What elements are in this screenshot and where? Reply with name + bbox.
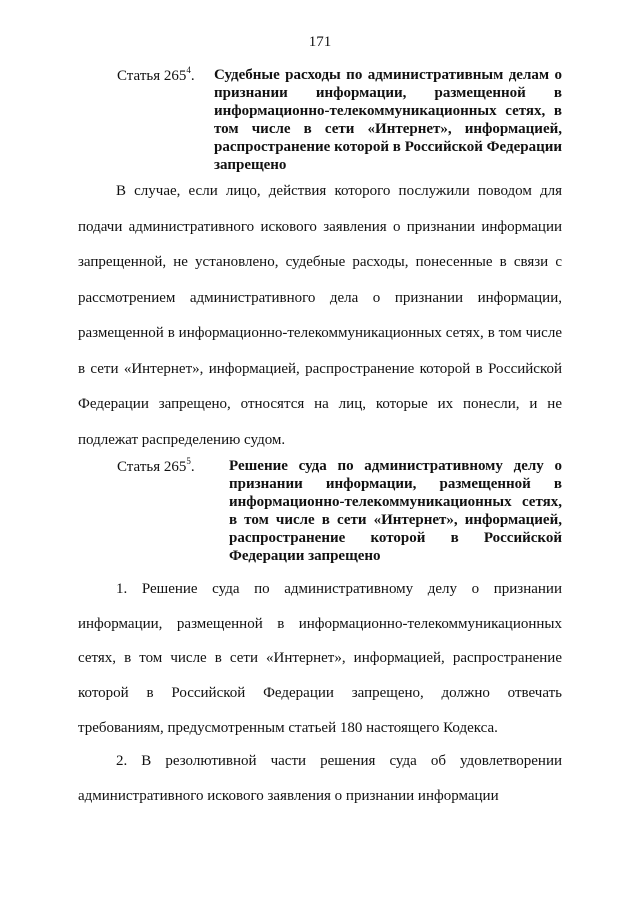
article-title: Судебные расходы по административным делам о признании информации, размещенной в информационно-телекоммуникационных сетях, в том числе в сети «Интернет», информацией, распространение которой в Российской Федерации запрещено [214,67,562,173]
text-line: сетях, в том числе в сети «Интернет», информацией, распространение [78,650,562,667]
text-line: которой в Российской Федерации запрещено, должно отвечать [78,685,562,702]
text-line: в сети «Интернет», информацией, распространение которой в Российской [78,360,562,377]
article-label-text: Статья 265 [117,68,187,84]
text-line: подлежат распределению судом. [78,431,286,448]
text-line: информации, размещенной в информационно-телекоммуникационных [78,615,562,632]
text-line: административного искового заявления о признании информации [78,788,499,804]
article-265-5-heading [117,457,562,567]
article-label-dot: . [190,459,195,475]
text-line: Федерации запрещено, относятся на лиц, которые их понесли, и не [78,396,562,412]
text-line: требованиям, предусмотренным статьей 180 настоящего Кодекса. [78,719,498,736]
article-label-dot: . [190,68,195,84]
text-line: подачи административного искового заявления о признании информации [78,218,562,235]
article-label [117,457,195,476]
article-265-4-heading [117,66,562,176]
article-label-text: Статья 265 [117,459,187,475]
text-line: запрещенной, не установлено, судебные расходы, понесенные в связи с [78,254,562,270]
article-label [117,66,195,85]
article-label-superscript: 5 [186,456,191,466]
article-label-superscript: 4 [186,65,191,75]
text-line: размещенной в информационно-телекоммуникационных сетях, в том числе [78,325,562,341]
text-line: 1. Решение суда по административному делу о признании [116,581,562,597]
text-line: 2. В резолютивной части решения суда об удовлетворении [116,753,562,769]
article-title: Решение суда по административному делу о признании информации, размещенной в информационно-телекоммуникационных сетях, в том числе в сети «Интернет», информацией, распространение которой в Российской Федерации запрещено [229,458,562,564]
text-line: рассмотрением административного дела о признании информации, [78,289,562,306]
page-number: 171 [308,34,332,50]
text-line: В случае, если лицо, действия которого послужили поводом для [116,183,562,199]
